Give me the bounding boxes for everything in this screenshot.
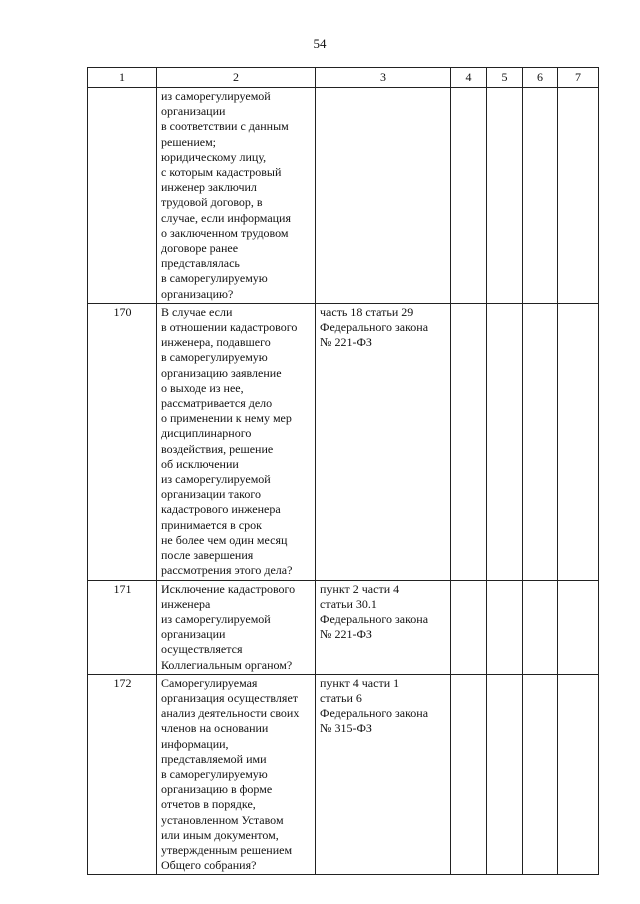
header-col-5: 5 — [487, 68, 523, 88]
question-line: организации — [161, 627, 226, 642]
question-line: не более чем один месяц — [161, 532, 288, 547]
reference-cell — [316, 303, 451, 580]
question-line: Саморегулируемая — [161, 675, 258, 690]
question-line: о заключенном трудовом — [161, 225, 289, 240]
reference-line: № 221-ФЗ — [320, 627, 372, 642]
answer-cell-col-4 — [451, 303, 487, 580]
header-col-1: 1 — [88, 68, 157, 88]
answer-cell-col-7 — [558, 580, 599, 674]
question-line: юридическому лицу, — [161, 149, 267, 164]
question-line: анализ деятельности своих — [161, 706, 300, 721]
row-number: 170 — [88, 303, 157, 580]
question-line: членов на основании — [161, 721, 269, 736]
question-line: в саморегулируемую — [161, 766, 268, 781]
question-line: из саморегулируемой — [161, 89, 271, 103]
header-row — [88, 68, 599, 88]
question-line: Исключение кадастрового — [161, 581, 296, 596]
answer-cell-col-6 — [523, 580, 558, 674]
answer-cell-col-4 — [451, 88, 487, 304]
question-line: организацию заявление — [161, 365, 282, 380]
reference-line: Федерального закона — [320, 706, 429, 721]
question-line: организацию в форме — [161, 782, 273, 797]
header-col-7: 7 — [558, 68, 599, 88]
question-line: трудовой договор, в — [161, 195, 263, 210]
header-col-3: 3 — [316, 68, 451, 88]
question-line: организация осуществляет — [161, 690, 299, 705]
question-line: кадастрового инженера — [161, 502, 281, 517]
question-line: договоре ранее — [161, 241, 239, 256]
question-line: или иным документом, — [161, 827, 279, 842]
answer-cell-col-5 — [487, 88, 523, 304]
question-line: дисциплинарного — [161, 426, 252, 441]
question-line: инженера, подавшего — [161, 335, 271, 350]
question-line: воздействия, решение — [161, 441, 274, 456]
question-cell — [157, 303, 316, 580]
answer-cell-col-5 — [487, 674, 523, 875]
question-line: рассматривается дело — [161, 396, 273, 411]
reference-line: статьи 6 — [320, 690, 362, 705]
reference-line: статьи 30.1 — [320, 596, 377, 611]
reference-line: пункт 4 части 1 — [320, 675, 400, 690]
answer-cell-col-6 — [523, 88, 558, 304]
answer-cell-col-4 — [451, 674, 487, 875]
question-cell — [157, 88, 316, 304]
answer-cell-col-4 — [451, 580, 487, 674]
reference-cell — [316, 88, 451, 304]
question-line: об исключении — [161, 456, 239, 471]
answer-cell-col-5 — [487, 303, 523, 580]
question-line: в отношении кадастрового — [161, 320, 298, 335]
question-line: организации такого — [161, 487, 261, 502]
table-row — [88, 674, 599, 875]
page-number: 54 — [313, 36, 327, 51]
question-line: В случае если — [161, 304, 233, 319]
question-line: Общего собрания? — [161, 858, 257, 873]
question-line: решением; — [161, 134, 216, 149]
answer-cell-col-7 — [558, 674, 599, 875]
question-line: отчетов в порядке, — [161, 797, 256, 812]
question-line: в соответствии с данным — [161, 119, 289, 134]
question-line: осуществляется — [161, 642, 243, 657]
reference-line: № 221-ФЗ — [320, 335, 372, 350]
question-line: из саморегулируемой — [161, 472, 271, 487]
question-line: после завершения — [161, 548, 254, 563]
row-number: 172 — [88, 674, 157, 875]
question-line: рассмотрения этого дела? — [161, 563, 293, 578]
question-line: с которым кадастровый — [161, 165, 282, 180]
question-line: информации, — [161, 736, 229, 751]
question-cell — [157, 674, 316, 875]
table-row — [88, 88, 599, 304]
question-line: инженера — [161, 596, 211, 611]
reference-line: Федерального закона — [320, 320, 429, 335]
table-row — [88, 303, 599, 580]
reference-cell — [316, 674, 451, 875]
question-line: представляемой ими — [161, 751, 267, 766]
question-line: Коллегиальным органом? — [161, 657, 293, 672]
answer-cell-col-6 — [523, 674, 558, 875]
question-line: инженер заключил — [161, 180, 257, 195]
header-col-4: 4 — [451, 68, 487, 88]
reference-cell — [316, 580, 451, 674]
reference-line: Федерального закона — [320, 611, 429, 626]
answer-cell-col-5 — [487, 580, 523, 674]
question-line: организацию? — [161, 286, 234, 301]
question-line: случае, если информация — [161, 210, 292, 225]
question-cell — [157, 580, 316, 674]
question-line: утвержденным решением — [161, 842, 293, 857]
row-number — [88, 88, 157, 304]
question-line: о применении к нему мер — [161, 411, 292, 426]
question-line: в саморегулируемую — [161, 271, 268, 286]
reference-line: № 315-ФЗ — [320, 721, 372, 736]
question-line: в саморегулируемую — [161, 350, 268, 365]
answer-cell-col-7 — [558, 88, 599, 304]
header-col-2: 2 — [157, 68, 316, 88]
row-number: 171 — [88, 580, 157, 674]
answer-cell-col-6 — [523, 303, 558, 580]
answer-cell-col-7 — [558, 303, 599, 580]
table-row — [88, 580, 599, 674]
question-line: о выходе из нее, — [161, 380, 244, 395]
checklist-table — [87, 67, 599, 875]
question-line: организации — [161, 104, 226, 119]
header-col-6: 6 — [523, 68, 558, 88]
question-line: представлялась — [161, 256, 240, 271]
reference-line: часть 18 статьи 29 — [320, 304, 414, 319]
question-line: принимается в срок — [161, 517, 262, 532]
question-line: установленном Уставом — [161, 812, 284, 827]
reference-line: пункт 2 части 4 — [320, 581, 400, 596]
question-line: из саморегулируемой — [161, 611, 271, 626]
